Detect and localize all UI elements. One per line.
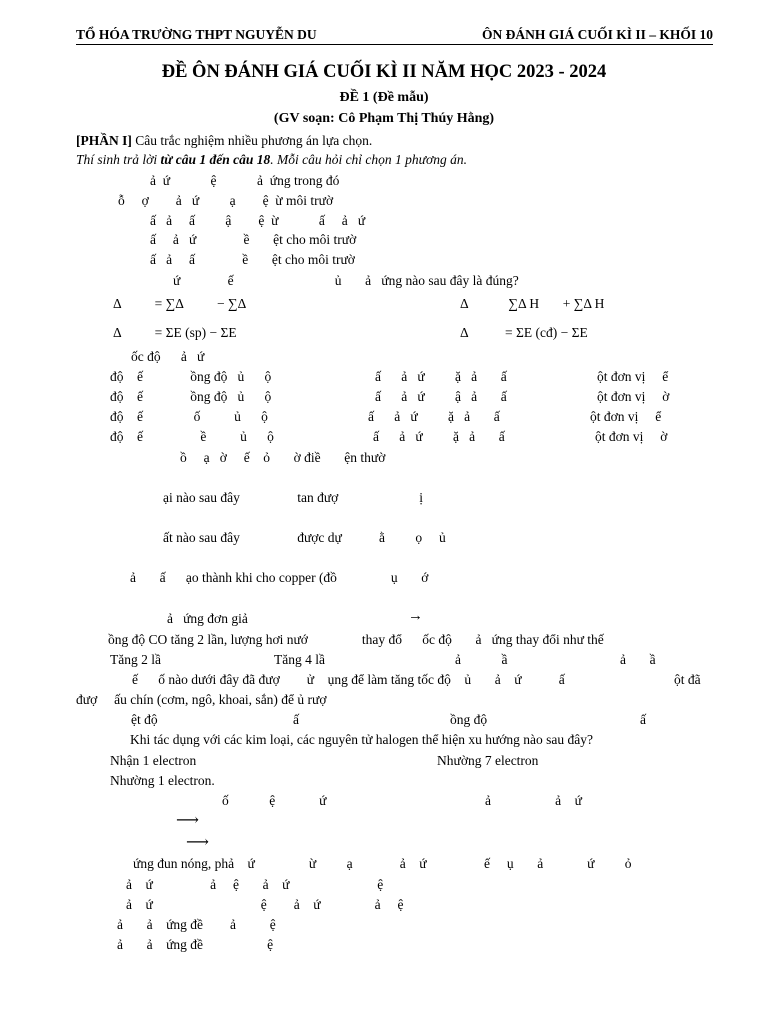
formula-b: Δ ∑Δ H + ∑Δ H <box>460 296 605 311</box>
option-line: ấ ả ấ ậ ệ ừ ấ ả ứ <box>150 213 366 228</box>
question-line-end: ột đã <box>674 672 701 687</box>
question-line: ứ ế ủ ả ứng nào sau đây là đúng? <box>173 273 519 288</box>
part1-instruction <box>76 152 467 168</box>
formula-c: Δ = ΣE (sp) − ΣE <box>113 325 237 340</box>
option-line: độ ế ồng độ ủ ộ <box>110 369 272 384</box>
option-line: Nhận 1 electron <box>110 753 197 768</box>
question-line: ả ấ ạo thành khi cho copper (đồ ụ ớ <box>130 570 429 585</box>
option-line: ấ ả ứ ặ ả ấ <box>368 409 500 424</box>
option-line: ả ứ ả ệ ả ứ ệ <box>126 877 384 892</box>
option-line: ột đơn vị ể <box>590 409 662 424</box>
page-title: ĐỀ ÔN ĐÁNH GIÁ CUỐI KÌ II NĂM HỌC 2023 - 2024 <box>161 62 607 82</box>
formula-d: Δ = ΣE (cđ) − ΣE <box>460 325 588 340</box>
option-line: ả ứ ệ ả ứ ả ệ <box>126 897 404 912</box>
option-line: ấ ả ứ ề ệt cho môi trườ <box>150 232 357 247</box>
option-line: độ ế ố ủ ộ <box>110 409 268 424</box>
reaction-arrow: ⟶ <box>176 812 199 829</box>
option-line: ấ ả ứ ặ ả ấ <box>375 369 507 384</box>
option-line: Nhường 7 electron <box>437 753 539 768</box>
option-line: độ ế ề ủ ộ <box>110 429 274 444</box>
option-line: ột đơn vị ờ <box>597 389 670 404</box>
option-line: ả ả ứng đề ả ệ <box>117 917 276 932</box>
option-line: ỗ ợ ả ứ ạ ệ ừ môi trườ <box>118 193 334 208</box>
question-line: ất nào sau đây được dự ằ ọ ủ <box>163 530 446 545</box>
option-line: ấ <box>293 712 299 727</box>
part1-heading <box>76 133 372 149</box>
reaction-arrow: → <box>408 608 423 624</box>
question-line: ố ệ ứ ả ả ứ <box>222 793 582 808</box>
author-line: (GV soạn: Cô Phạm Thị Thúy Hằng) <box>273 111 495 126</box>
question-line: ồ ạ ờ ế ỏ ờ điề ện thườ <box>180 450 386 465</box>
question-line: ả ứng đơn giả <box>167 611 248 626</box>
formula-a: Δ = ∑Δ − ∑Δ <box>113 296 247 311</box>
option-line: Nhường 1 electron. <box>110 773 215 788</box>
reaction-arrow: ⟶ <box>186 834 209 851</box>
option-line: ấ ả ứ ặ ả ấ <box>373 429 505 444</box>
instr-a: Thí sinh trả lời <box>76 152 161 167</box>
instr-c: . Mỗi câu hỏi chỉ chọn 1 phương án. <box>270 152 467 167</box>
option-line: ả ả ứng đề ệ <box>117 937 274 952</box>
option-line: ột đơn vị ể <box>597 369 669 384</box>
question-line: ả ứ ệ ả ứng trong đó <box>150 173 340 188</box>
part1-label: [PHẦN I] <box>76 133 132 148</box>
option-line: ấ <box>640 712 646 727</box>
question-line: Khi tác dụng với các kim loại, các nguyên tử halogen thể hiện xu hướng nào sau đây? <box>130 732 594 747</box>
option-line: ệt độ <box>131 712 158 727</box>
option-line: độ ế ồng độ ủ ộ <box>110 389 272 404</box>
question-line: ế ố nào dưới đây đã đượ ử ụng để làm tăng tốc độ ủ ả ứ ấ <box>132 672 565 687</box>
option-line: ả ầ <box>455 652 508 667</box>
question-line: ồng độ CO tăng 2 lần, lượng hơi nướ thay đổ ốc độ ả ứng thay đổi như thế <box>108 632 604 647</box>
question-line: ứng đun nóng, phả ứ ừ ạ ả ứ ế ụ ả ứ ỏ <box>133 856 632 871</box>
option-line: ột đơn vị ờ <box>595 429 668 444</box>
exam-code: ĐỀ 1 (Đề mẫu) <box>339 90 429 105</box>
instr-range: từ câu 1 đến câu 18 <box>160 152 271 167</box>
option-line: Tăng 2 lầ <box>110 652 161 667</box>
header-exam: ÔN ĐÁNH GIÁ CUỐI KÌ II – KHỐI 10 <box>481 27 713 42</box>
option-line: ồng độ <box>450 712 488 727</box>
question-line: ại nào sau đây tan đượ ị <box>163 490 424 505</box>
header-school: TỔ HÓA TRƯỜNG THPT NGUYỄN DU <box>76 27 317 42</box>
question-line: ốc độ ả ứ <box>131 349 205 364</box>
option-line: ấ ả ấ ề ệt cho môi trườ <box>150 252 355 267</box>
question-line: đượ ấu chín (cơm, ngô, khoai, sắn) để ủ rượ <box>76 692 327 707</box>
header-divider <box>76 44 713 45</box>
option-line: ấ ả ứ ậ ả ấ <box>375 389 507 404</box>
part1-desc: Câu trắc nghiệm nhiều phương án lựa chọn. <box>131 133 373 148</box>
option-line: Tăng 4 lầ <box>274 652 325 667</box>
option-line: ả ầ <box>620 652 656 667</box>
